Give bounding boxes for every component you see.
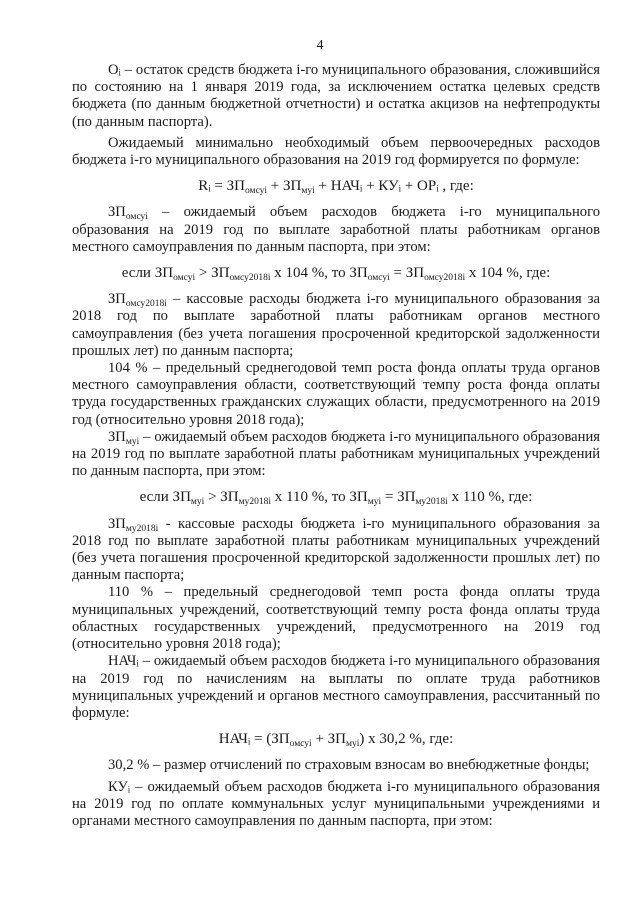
page-number: 4: [316, 38, 324, 53]
formula-r: Rᵢ = $ЗП_{омсуi} + ЗП_{муi}$ + НАЧᵢ + КУᵢ + ОРᵢ , где:: [198, 178, 474, 197]
paragraph-30-2-percent: 30,2 % – размер отчислений по страховым взносам во внебюджетные фонды;: [108, 757, 590, 774]
paragraph-zp-mu-2018: $ЗП_{му2018i}$ - кассовые расходы бюджета i-го муниципального образования за 2018 год по выплате заработной платы работникам муниципальных учреждений (без учета погашения просроченной кредиторской задолженности прошлых лет) по данным паспорта;: [72, 515, 600, 584]
paragraph-nach: НАЧᵢ – ожидаемый объем расходов бюджета i-го муниципального образования на 2019 год по начислениям на выплаты по оплате труда работников муниципальных учреждений и органов местного самоуправления, рассчитанный по формуле:: [72, 653, 600, 721]
paragraph-zp-mu: $ЗП_{муi}$ – ожидаемый объем расходов бюджета i-го муниципального образования на 2019 год по выплате заработной платы работникам муниципальных учреждений по данным паспорта, при этом:: [72, 428, 600, 480]
paragraph-zp-omsu: $ЗП_{омсуi}$ – ожидаемый объем расходов бюджета i-го муниципального образования на 2019 год по выплате заработной платы работникам органов местного самоуправления по данным паспорта, при этом:: [72, 204, 600, 255]
paragraph-o-definition: Oᵢ – остаток средств бюджета i-го муниципального образования, сложившийся по состоянию на 1 января 2019 года, за исключением остатка целевых средств бюджета (по данным бюджетной отчетности) и остатка акцизов на нефтепродукты (по данным паспорта).: [72, 62, 600, 130]
paragraph-ku: КУᵢ – ожидаемый объем расходов бюджета i-го муниципального образования на 2019 год по оплате коммунальных услуг муниципальными учреждениями и органами местного самоуправления по данным паспорта, при этом:: [72, 778, 600, 829]
formula-nach: НАЧᵢ = $(ЗП_{омсуi} + ЗП_{муi})$ х 30,2 %, где:: [218, 731, 454, 750]
formula-zp-omsu-condition: если $ЗП_{омсуi} > ЗП_{омсу2018i}$ х 104 %, то $ЗП_{омсуi} = ЗП_{омсу2018i}$ х 104 %, где:: [121, 265, 551, 284]
document-body: [72, 62, 600, 830]
paragraph-zp-omsu-2018: $ЗП_{омсу2018i}$ – кассовые расходы бюджета i-го муниципального образования за 2018 год по выплате заработной платы работникам органов местного самоуправления (без учета погашения просроченной кредиторской задолженности прошлых лет) по данным паспорта;: [72, 291, 600, 359]
paragraph-104-percent: 104 % – предельный среднегодовой темп роста фонда оплаты труда органов местного самоуправления области, соответствующий темпу роста фонда оплаты труда государственных гражданских служащих области, предусмотренного на 2019 год (относительно уровня 2018 года);: [72, 360, 600, 428]
paragraph-expected-expenses: Ожидаемый минимально необходимый объем первоочередных расходов бюджета i-го муниципального образования на 2019 год формируется по формуле:: [72, 134, 600, 169]
formula-zp-mu-condition: если $ЗП_{муi} > ЗП_{му2018i}$ х 110 %, то $ЗП_{муi} = ЗП_{му2018i}$ х 110 %, где:: [139, 489, 533, 508]
paragraph-110-percent: 110 % – предельный среднегодовой темп роста фонда оплаты труда муниципальных учреждений, соответствующий темпу роста фонда оплаты труда областных государственных учреждений, предусмотренного на 2019 год (относительно уровня 2018 года);: [72, 584, 600, 653]
